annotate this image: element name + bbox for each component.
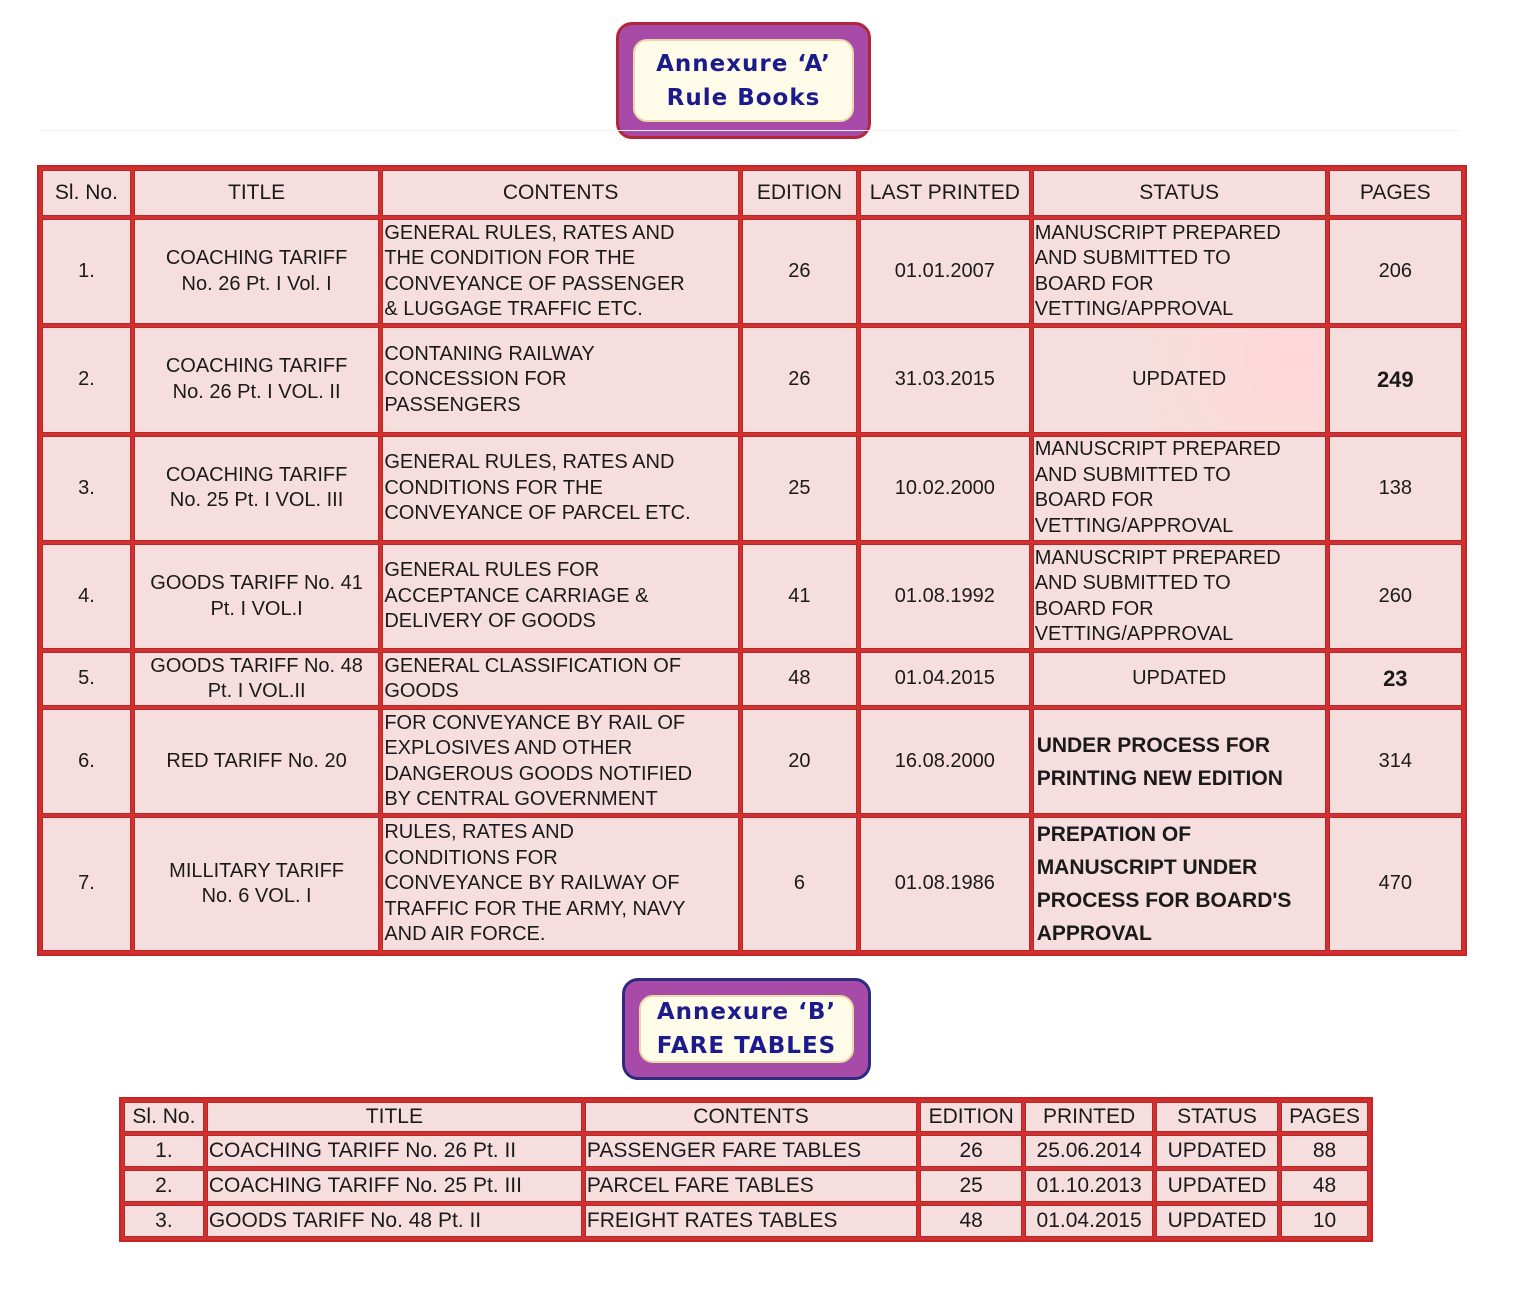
cell-printed: 25.06.2014 (1025, 1135, 1153, 1167)
cell-printed: 01.01.2007 (860, 219, 1030, 324)
status-line: PRINTING NEW EDITION (1036, 766, 1283, 790)
contents-line: FOR CONVEYANCE BY RAIL OF (384, 711, 686, 734)
cell-title (134, 219, 379, 324)
contents-line: BY CENTRAL GOVERNMENT (384, 788, 658, 811)
contents-line: PASSENGERS (384, 393, 521, 416)
cell-pages: 10 (1281, 1205, 1368, 1237)
header-edition: EDITION (742, 170, 857, 216)
header-title: TITLE (207, 1102, 582, 1132)
cell-contents (382, 544, 739, 649)
status-line: PROCESS FOR BOARD'S (1036, 889, 1292, 913)
cell-edition: 48 (742, 652, 857, 706)
status-line: MANUSCRIPT UNDER (1036, 856, 1258, 880)
cell-sl: 3. (42, 436, 131, 541)
contents-line: DELIVERY OF GOODS (384, 610, 596, 633)
cell-title: COACHING TARIFF No. 25 Pt. III (207, 1170, 582, 1202)
cell-pages: 249 (1329, 327, 1462, 432)
cell-status (1033, 709, 1326, 814)
status-line: BOARD FOR (1034, 489, 1154, 512)
cell-title (134, 544, 379, 649)
cell-edition: 41 (742, 544, 857, 649)
cell-pages: 206 (1329, 219, 1462, 324)
cell-status (1033, 817, 1326, 951)
table-row (124, 1170, 1368, 1202)
cell-status (1033, 327, 1326, 432)
cell-printed: 16.08.2000 (860, 709, 1030, 814)
cell-printed: 01.08.1986 (860, 817, 1030, 951)
table-row (124, 1135, 1368, 1167)
cell-status (1033, 544, 1326, 649)
annexure-b-badge-inner (639, 995, 854, 1063)
contents-line: GOODS (384, 680, 459, 703)
cell-pages: 23 (1329, 652, 1462, 706)
cell-title: COACHING TARIFF No. 26 Pt. II (207, 1135, 582, 1167)
header-pages: PAGES (1329, 170, 1462, 216)
cell-sl: 1. (124, 1135, 204, 1167)
header-edition: EDITION (920, 1102, 1022, 1132)
cell-printed: 01.10.2013 (1025, 1170, 1153, 1202)
cell-sl: 7. (42, 817, 131, 951)
header-contents: CONTENTS (382, 170, 739, 216)
status-line: VETTING/APPROVAL (1034, 623, 1234, 646)
cell-contents: PARCEL FARE TABLES (585, 1170, 917, 1202)
header-last-printed: LAST PRINTED (860, 170, 1030, 216)
cell-pages: 48 (1281, 1170, 1368, 1202)
cell-status: UPDATED (1156, 1135, 1278, 1167)
cell-edition: 20 (742, 709, 857, 814)
table-header-row (42, 170, 1462, 216)
status-line: UPDATED (1132, 667, 1227, 690)
contents-line: RULES, RATES AND (384, 821, 574, 844)
cell-pages: 88 (1281, 1135, 1368, 1167)
table-row (42, 327, 1462, 432)
contents-line: CONDITIONS FOR (384, 846, 558, 869)
title-line: GOODS TARIFF No. 41 (150, 572, 363, 595)
contents-line: DANGEROUS GOODS NOTIFIED (384, 762, 693, 785)
cell-title: GOODS TARIFF No. 48 Pt. II (207, 1205, 582, 1237)
title-line: COACHING TARIFF (165, 247, 348, 270)
contents-line: THE CONDITION FOR THE (384, 247, 636, 270)
status-line: UPDATED (1132, 368, 1227, 391)
cell-sl: 2. (124, 1170, 204, 1202)
title-line: No. 25 Pt. I VOL. III (169, 489, 344, 512)
cell-contents (382, 436, 739, 541)
cell-edition: 26 (742, 327, 857, 432)
contents-line: GENERAL RULES, RATES AND (384, 221, 675, 244)
cell-contents (382, 709, 739, 814)
title-line: No. 26 Pt. I Vol. I (181, 272, 332, 295)
cell-status (1033, 652, 1326, 706)
rule-books-table (37, 165, 1467, 956)
cell-title (134, 652, 379, 706)
header-sl-no: Sl. No. (42, 170, 131, 216)
table-row (42, 436, 1462, 541)
header-status: STATUS (1156, 1102, 1278, 1132)
cell-title (134, 817, 379, 951)
cell-contents: PASSENGER FARE TABLES (585, 1135, 917, 1167)
table-row (42, 544, 1462, 649)
contents-line: AND AIR FORCE. (384, 923, 546, 946)
contents-line: CONTANING RAILWAY (384, 342, 595, 365)
contents-line: & LUGGAGE TRAFFIC ETC. (384, 298, 643, 321)
cell-sl: 6. (42, 709, 131, 814)
cell-contents (382, 219, 739, 324)
table-row (42, 817, 1462, 951)
contents-line: ACCEPTANCE CARRIAGE & (384, 584, 649, 607)
contents-line: CONDITIONS FOR THE (384, 476, 603, 499)
title-line: No. 6 VOL. I (201, 885, 312, 908)
cell-edition: 25 (742, 436, 857, 541)
divider (40, 130, 1460, 131)
annexure-b-subtitle: FARE TABLES (656, 1033, 837, 1059)
table-row (42, 652, 1462, 706)
contents-line: CONVEYANCE BY RAILWAY OF (384, 872, 680, 895)
cell-printed: 10.02.2000 (860, 436, 1030, 541)
title-line: RED TARIFF No. 20 (166, 749, 347, 772)
cell-printed: 01.04.2015 (860, 652, 1030, 706)
cell-sl: 5. (42, 652, 131, 706)
header-title: TITLE (134, 170, 379, 216)
cell-status: UPDATED (1156, 1170, 1278, 1202)
contents-line: GENERAL RULES, RATES AND (384, 451, 675, 474)
cell-sl: 3. (124, 1205, 204, 1237)
status-line: PREPATION OF (1036, 823, 1192, 847)
cell-edition: 26 (742, 219, 857, 324)
title-line: COACHING TARIFF (165, 463, 348, 486)
title-line: MILLITARY TARIFF (169, 859, 345, 882)
contents-line: GENERAL CLASSIFICATION OF (384, 654, 682, 677)
cell-pages: 260 (1329, 544, 1462, 649)
cell-pages: 314 (1329, 709, 1462, 814)
contents-line: EXPLOSIVES AND OTHER (384, 737, 633, 760)
annexure-a-title: Annexure ‘A’ (656, 50, 831, 77)
header-contents: CONTENTS (585, 1102, 917, 1132)
cell-status (1033, 436, 1326, 541)
status-line: APPROVAL (1036, 922, 1152, 946)
annexure-b-badge (622, 978, 871, 1080)
title-line: Pt. I VOL.I (210, 597, 303, 620)
status-line: MANUSCRIPT PREPARED (1034, 438, 1281, 461)
cell-contents (382, 817, 739, 951)
cell-edition: 6 (742, 817, 857, 951)
contents-line: CONVEYANCE OF PARCEL ETC. (384, 502, 691, 525)
title-line: No. 26 Pt. I VOL. II (172, 380, 341, 403)
title-line: Pt. I VOL.II (207, 680, 306, 703)
cell-title (134, 709, 379, 814)
cell-printed: 31.03.2015 (860, 327, 1030, 432)
table-row (42, 709, 1462, 814)
cell-pages: 138 (1329, 436, 1462, 541)
cell-sl: 1. (42, 219, 131, 324)
contents-line: TRAFFIC FOR THE ARMY, NAVY (384, 897, 686, 920)
annexure-a-badge (616, 22, 871, 139)
contents-line: GENERAL RULES FOR (384, 559, 600, 582)
status-line: VETTING/APPROVAL (1034, 514, 1234, 537)
cell-sl: 2. (42, 327, 131, 432)
fare-tables-table (119, 1097, 1373, 1242)
annexure-b-title: Annexure ‘B’ (656, 999, 837, 1025)
cell-edition: 25 (920, 1170, 1022, 1202)
status-line: UNDER PROCESS FOR (1036, 733, 1271, 757)
status-line: AND SUBMITTED TO (1034, 463, 1231, 486)
status-line: AND SUBMITTED TO (1034, 572, 1231, 595)
status-line: MANUSCRIPT PREPARED (1034, 221, 1281, 244)
table-row (42, 219, 1462, 324)
annexure-a-subtitle: Rule Books (666, 84, 821, 111)
status-line: BOARD FOR (1034, 597, 1154, 620)
cell-title (134, 436, 379, 541)
status-line: MANUSCRIPT PREPARED (1034, 546, 1281, 569)
annexure-a-badge-inner (633, 39, 854, 122)
header-status: STATUS (1033, 170, 1326, 216)
status-line: BOARD FOR (1034, 272, 1154, 295)
cell-status: UPDATED (1156, 1205, 1278, 1237)
header-printed: PRINTED (1025, 1102, 1153, 1132)
cell-contents (382, 327, 739, 432)
header-pages: PAGES (1281, 1102, 1368, 1132)
cell-sl: 4. (42, 544, 131, 649)
cell-edition: 48 (920, 1205, 1022, 1237)
title-line: COACHING TARIFF (165, 355, 348, 378)
table-header-row (124, 1102, 1368, 1132)
cell-pages: 470 (1329, 817, 1462, 951)
cell-printed: 01.08.1992 (860, 544, 1030, 649)
header-sl-no: Sl. No. (124, 1102, 204, 1132)
status-line: VETTING/APPROVAL (1034, 298, 1234, 321)
table-row (124, 1205, 1368, 1237)
cell-title (134, 327, 379, 432)
cell-contents: FREIGHT RATES TABLES (585, 1205, 917, 1237)
status-line: AND SUBMITTED TO (1034, 247, 1231, 270)
contents-line: CONVEYANCE OF PASSENGER (384, 272, 685, 295)
cell-printed: 01.04.2015 (1025, 1205, 1153, 1237)
contents-line: CONCESSION FOR (384, 368, 567, 391)
cell-status (1033, 219, 1326, 324)
cell-contents (382, 652, 739, 706)
cell-edition: 26 (920, 1135, 1022, 1167)
title-line: GOODS TARIFF No. 48 (150, 654, 363, 677)
